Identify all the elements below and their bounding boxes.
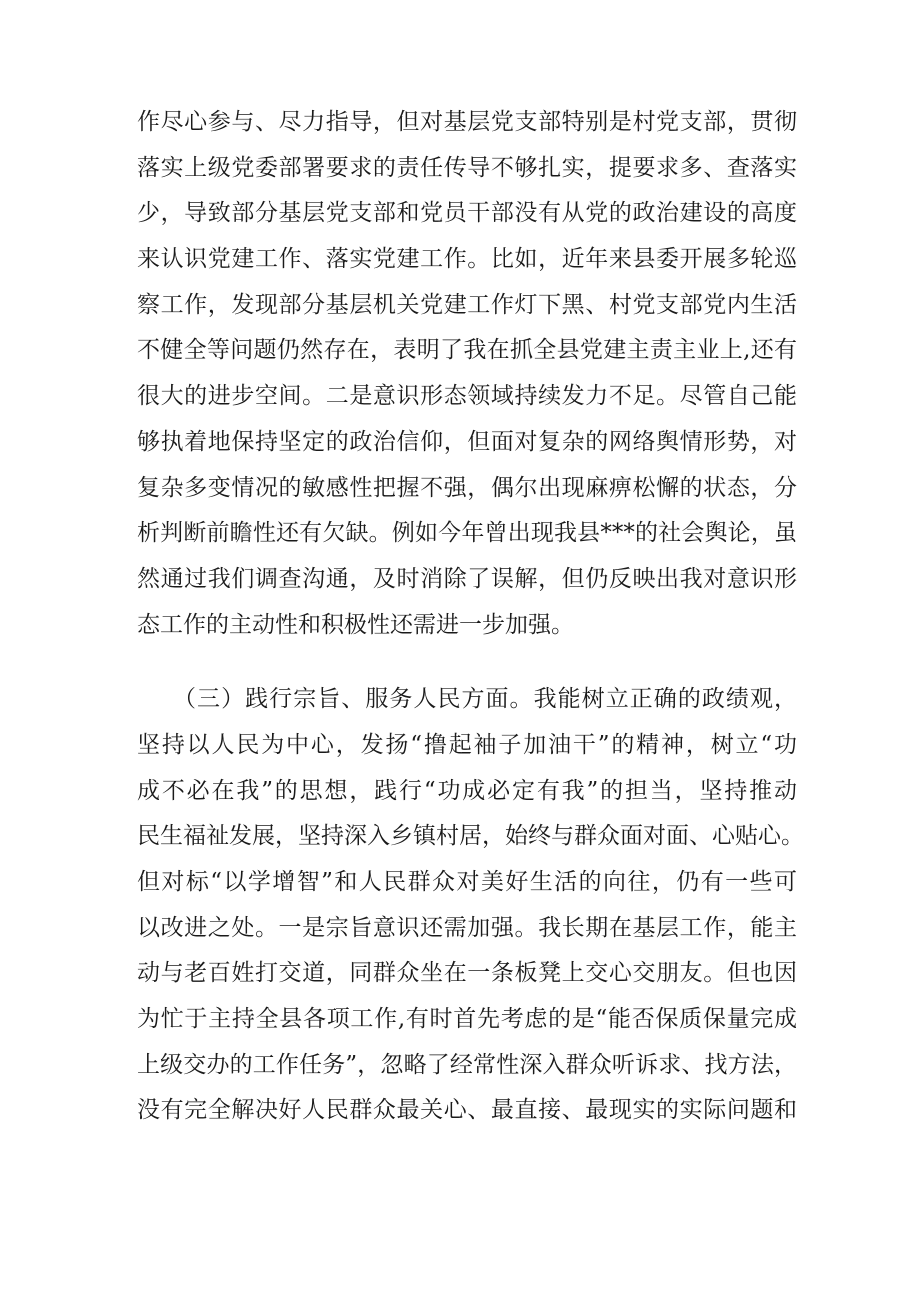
text-line: 但对标“以学增智”和人民群众对美好生活的向往，仍有一些可 (137, 869, 797, 895)
text-line: 没有完全解决好人民群众最关心、最直接、最现实的实际问题和 (137, 1097, 797, 1124)
text-line: 不健全等问题仍然存在，表明了我在抓全县党建主责主业上,还有 (137, 337, 797, 364)
text-line: 落实上级党委部署要求的责任传导不够扎实，提要求多、查落实 (137, 154, 797, 181)
paragraph-spacer (137, 648, 797, 677)
section-heading-line: （三）践行宗旨、服务人民方面。我能树立正确的政绩观， (173, 686, 797, 713)
text-line: 察工作，发现部分基层机关党建工作灯下黑、村党支部党内生活 (137, 291, 797, 318)
text-line: 动与老百姓打交道，同群众坐在一条板凳上交心交朋友。但也因 (137, 960, 797, 987)
text-line: 少，导致部分基层党支部和党员干部没有从党的政治建设的高度 (137, 200, 797, 227)
text-line: 来认识党建工作、落实党建工作。比如，近年来县委开展多轮巡 (137, 246, 797, 273)
text-line: 成不必在我”的思想，践行“功成必定有我”的担当，坚持推动 (137, 777, 797, 804)
text-line: 上级交办的工作任务”，忽略了经常性深入群众听诉求、找方法， (137, 1051, 797, 1078)
document-page (137, 100, 804, 1134)
text-line: 够执着地保持坚定的政治信仰，但面对复杂的网络舆情形势，对 (137, 428, 797, 455)
text-line: 作尽心参与、尽力指导，但对基层党支部特别是村党支部，贯彻 (137, 109, 797, 135)
text-line: 民生福祉发展，坚持深入乡镇村居，始终与群众面对面、心贴心。 (137, 823, 804, 850)
text-line: 析判断前瞻性还有欠缺。例如今年曾出现我县***的社会舆论，虽 (137, 520, 797, 547)
text-line: 坚持以人民为中心，发扬“撸起袖子加油干”的精神，树立“功 (137, 731, 797, 758)
text-line: 复杂多变情况的敏感性把握不强，偶尔出现麻痹松懈的状态，分 (137, 474, 797, 501)
paragraph-party-building (137, 100, 797, 648)
paragraph-serving-people (137, 677, 804, 1134)
text-line: 以改进之处。一是宗旨意识还需加强。我长期在基层工作，能主 (137, 914, 797, 941)
text-line: 很大的进步空间。二是意识形态领域持续发力不足。尽管自己能 (137, 383, 797, 410)
text-line: 然通过我们调查沟通，及时消除了误解，但仍反映出我对意识形 (137, 565, 797, 592)
text-line: 态工作的主动性和积极性还需进一步加强。 (137, 611, 574, 638)
text-line: 为忙于主持全县各项工作,有时首先考虑的是“能否保质保量完成 (137, 1006, 797, 1033)
